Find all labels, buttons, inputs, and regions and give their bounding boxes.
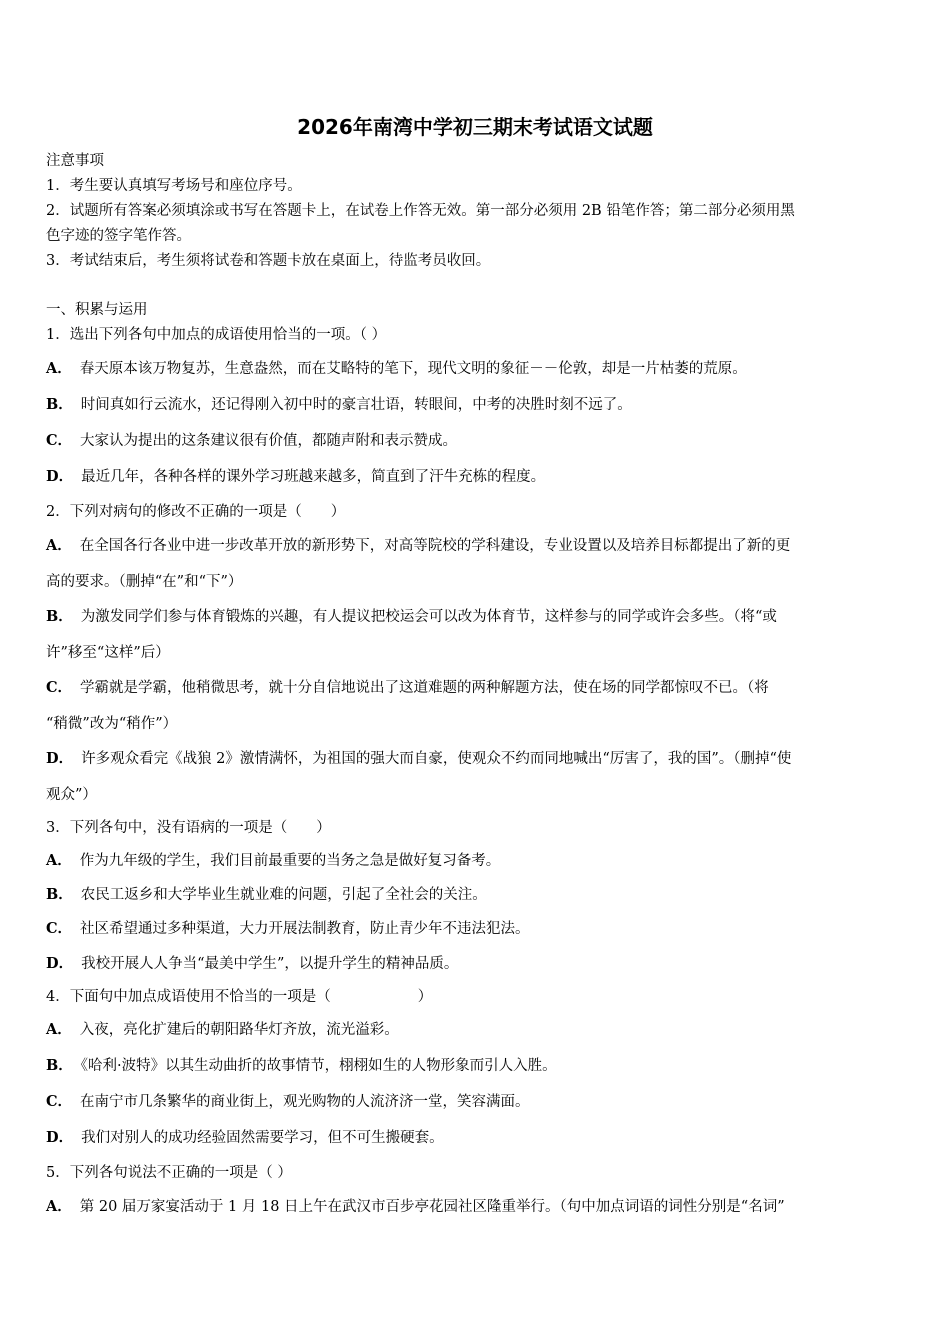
question-4-option-a xyxy=(46,1019,910,1041)
question-4-option-b xyxy=(46,1055,910,1077)
option-label: B． xyxy=(46,1057,73,1074)
option-text: 我校开展人人争当“最美中学生”，以提升学生的精神品质。 xyxy=(81,956,459,972)
option-label: B． xyxy=(46,396,73,413)
question-2-option-c xyxy=(46,677,910,699)
question-number: 4． xyxy=(46,989,70,1005)
question-text: 下列对病句的修改不正确的一项是（ ） xyxy=(69,504,346,520)
question-3-option-c xyxy=(46,918,910,940)
option-text: 在全国各行各业中进一步改革开放的新形势下，对高等院校的学科建设，专业设置以及培养目标都提出了新的更 xyxy=(79,538,791,554)
question-4-stem xyxy=(46,986,910,1008)
option-label: C． xyxy=(46,1093,73,1110)
question-1-stem xyxy=(46,324,910,346)
question-2-option-b xyxy=(46,606,910,628)
option-label: C． xyxy=(46,432,73,449)
option-text: 第 20 届万家宴活动于 1 月 18 日上午在武汉市百步亭花园社区隆重举行。（句中加点词语的词性分别是“名词” xyxy=(79,1199,785,1215)
question-3-stem xyxy=(46,817,910,839)
question-2-option-d xyxy=(46,748,910,770)
question-text: 下面句中加点成语使用不恰当的一项是（ ） xyxy=(69,989,433,1005)
option-label: D． xyxy=(46,468,74,485)
question-1-option-d xyxy=(46,466,910,488)
question-text: 选出下列各句中加点的成语使用恰当的一项。（ ） xyxy=(69,327,387,343)
question-2-option-a xyxy=(46,535,910,557)
question-1-option-c xyxy=(46,430,910,452)
option-text: 许多观众看完《战狼 2》激情满怀，为祖国的强大而自豪，使观众不约而同地喊出“厉害了，我的国”。（删掉“使 xyxy=(81,751,792,767)
option-text: 最近几年，各种各样的课外学习班越来越多，简直到了汗牛充栋的程度。 xyxy=(81,469,546,485)
option-label: C． xyxy=(46,679,73,696)
option-text: 社区希望通过多种渠道，大力开展法制教育，防止青少年不违法犯法。 xyxy=(80,921,530,937)
option-text: 时间真如行云流水，还记得刚入初中时的豪言壮语，转眼间，中考的决胜时刻不远了。 xyxy=(80,397,632,413)
question-2-option-c-cont: “稍微”改为“稍作”） xyxy=(46,716,178,732)
notice-item-2-cont: 色字迹的签字笔作答。 xyxy=(46,228,191,244)
notice-item-3: 3．考试结束后，考生须将试卷和答题卡放在桌面上，待监考员收回。 xyxy=(46,253,491,269)
section-heading: 一、积累与运用 xyxy=(46,302,148,318)
option-label: D． xyxy=(46,750,74,767)
notice-heading: 注意事项 xyxy=(46,153,104,169)
question-2-option-a-cont: 高的要求。（删掉“在”和“下”） xyxy=(46,574,243,590)
option-text: 《哈利·波特》以其生动曲折的故事情节，栩栩如生的人物形象而引人入胜。 xyxy=(80,1058,557,1074)
question-number: 1． xyxy=(46,327,70,343)
option-label: B． xyxy=(46,608,73,625)
page-title: 2026年南湾中学初三期末考试语文试题 xyxy=(297,115,653,139)
option-text: 农民工返乡和大学毕业生就业难的问题，引起了全社会的关注。 xyxy=(80,887,487,903)
question-4-option-d xyxy=(46,1127,910,1149)
question-3-option-b xyxy=(46,884,910,906)
option-label: A． xyxy=(46,1198,72,1215)
option-text: 为激发同学们参与体育锻炼的兴趣，有人提议把校运会可以改为体育节，这样参与的同学或许会多些。（将“或 xyxy=(80,609,777,625)
option-text: 我们对别人的成功经验固然需要学习，但不可生搬硬套。 xyxy=(81,1130,444,1146)
option-text: 大家认为提出的这条建议很有价值，都随声附和表示赞成。 xyxy=(80,433,458,449)
question-5-option-a xyxy=(46,1196,910,1218)
question-text: 下列各句中，没有语病的一项是（ ） xyxy=(69,820,331,836)
question-1-option-b xyxy=(46,394,910,416)
option-label: A． xyxy=(46,852,72,869)
option-label: D． xyxy=(46,1129,74,1146)
option-text: 作为九年级的学生，我们目前最重要的当务之急是做好复习备考。 xyxy=(79,853,501,869)
question-2-option-d-cont: 观众”） xyxy=(46,787,97,803)
option-label: D． xyxy=(46,955,74,972)
notice-item-1: 1．考生要认真填写考场号和座位序号。 xyxy=(46,178,302,194)
question-3-option-a xyxy=(46,850,910,872)
option-label: A． xyxy=(46,1021,72,1038)
notice-item-2: 2．试题所有答案必须填涂或书写在答题卡上，在试卷上作答无效。第一部分必须用 2B 铅笔作答；第二部分必须用黑 xyxy=(46,203,795,219)
option-text: 在南宁市几条繁华的商业街上，观光购物的人流济济一堂，笑容满面。 xyxy=(80,1094,530,1110)
question-text: 下列各句说法不正确的一项是（ ） xyxy=(69,1165,292,1181)
option-label: B． xyxy=(46,886,73,903)
option-text: 春天原本该万物复苏，生意盎然，而在艾略特的笔下，现代文明的象征－－伦敦，却是一片枯萎的荒原。 xyxy=(79,361,747,377)
question-2-stem xyxy=(46,501,910,523)
option-label: A． xyxy=(46,360,72,377)
option-label: A． xyxy=(46,537,72,554)
question-5-stem xyxy=(46,1162,910,1184)
question-3-option-d xyxy=(46,953,910,975)
question-number: 3． xyxy=(46,820,70,836)
question-2-option-b-cont: 许”移至“这样”后） xyxy=(46,645,170,661)
question-1-option-a xyxy=(46,358,910,380)
option-label: C． xyxy=(46,920,73,937)
question-number: 5． xyxy=(46,1165,70,1181)
option-text: 学霸就是学霸，他稍微思考，就十分自信地说出了这道难题的两种解题方法，使在场的同学都惊叹不已。（将 xyxy=(80,680,769,696)
option-text: 入夜，亮化扩建后的朝阳路华灯齐放，流光溢彩。 xyxy=(79,1022,399,1038)
question-number: 2． xyxy=(46,504,70,520)
question-4-option-c xyxy=(46,1091,910,1113)
